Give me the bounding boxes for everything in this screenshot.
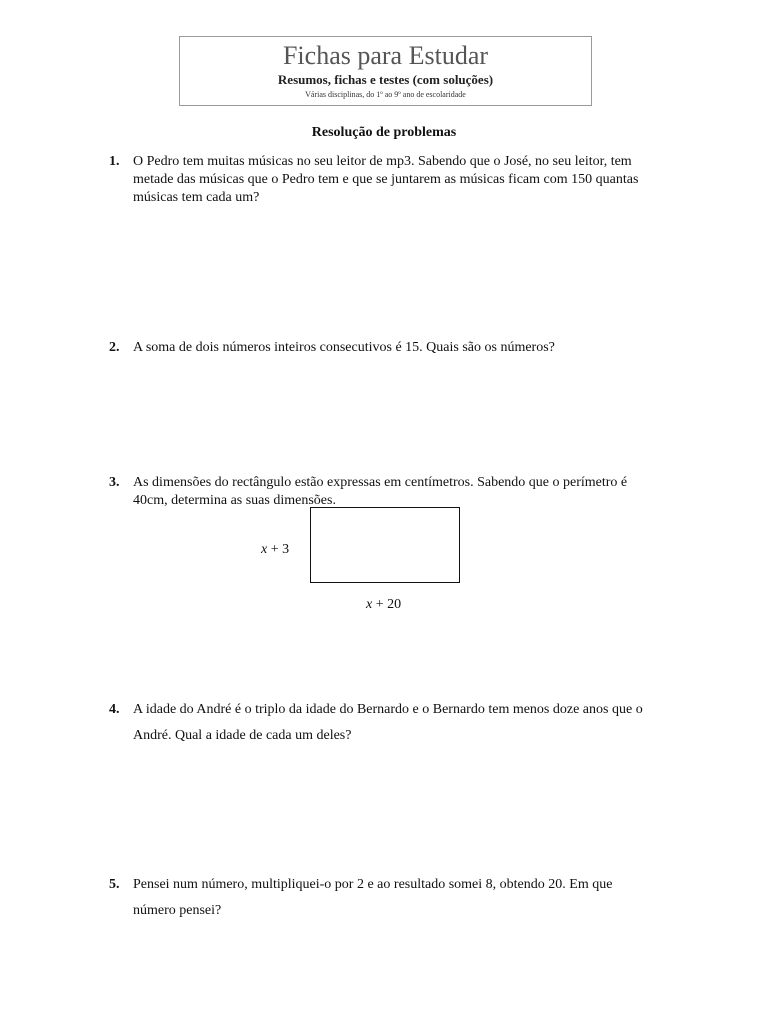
rectangle-figure xyxy=(310,507,460,583)
problem-text: Pensei num número, multipliquei-o por 2 e ao resultado somei 8, obtendo 20. Em que número pensei? xyxy=(133,877,613,918)
rectangle-height-label xyxy=(261,541,289,559)
problem-text: A idade do André é o triplo da idade do Bernardo e o Bernardo tem menos doze anos que o André. Qual a idade de cada um deles? xyxy=(133,702,643,743)
rectangle-width-label xyxy=(366,596,401,614)
height-expression: + 3 xyxy=(267,542,290,557)
width-expression: + 20 xyxy=(372,597,402,612)
problem-number: 2. xyxy=(109,340,120,355)
problem-text: As dimensões do rectângulo estão expressas em centímetros. Sabendo que o perímetro é 40cm, determina as suas dimensões. xyxy=(133,475,628,508)
problem-number: 1. xyxy=(109,154,120,169)
problem-text: O Pedro tem muitas músicas no seu leitor de mp3. Sabendo que o José, no seu leitor, tem metade das músicas que o Pedro tem e que se juntarem as músicas ficam com 150 quantas músicas tem cada um? xyxy=(133,154,639,205)
height-variable: x xyxy=(261,542,268,557)
problem-number: 5. xyxy=(109,877,120,892)
page-title: Resolução de problemas xyxy=(311,125,457,140)
problem-number: 4. xyxy=(109,702,120,717)
header-note: Várias disciplinas, do 1º ao 9º ano de escolaridade xyxy=(305,90,466,99)
width-variable: x xyxy=(366,597,373,612)
header-box xyxy=(179,36,592,106)
problem-number: 3. xyxy=(109,475,120,490)
header-title: Fichas para Estudar xyxy=(282,41,489,70)
problem-text: A soma de dois números inteiros consecutivos é 15. Quais são os números? xyxy=(133,340,555,355)
header-subtitle: Resumos, fichas e testes (com soluções) xyxy=(277,72,494,87)
